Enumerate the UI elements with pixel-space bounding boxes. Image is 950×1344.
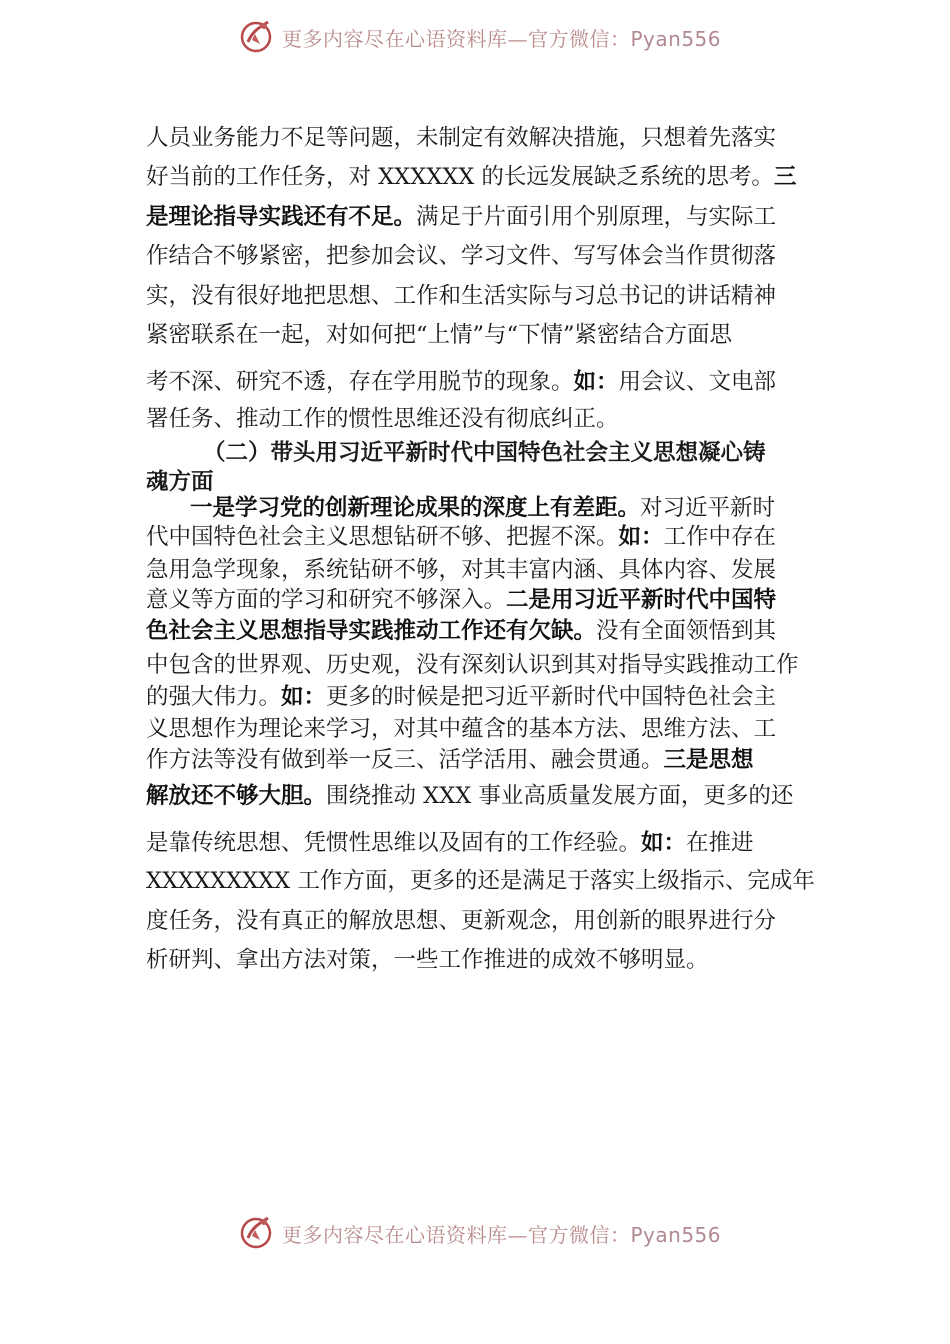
text-line [146, 324, 732, 347]
text-run: 好当前的工作任务，对 XXXXXX 的长远发展缺乏系统的思考。 [146, 164, 774, 190]
text-line [146, 526, 776, 549]
section-heading-cont [146, 471, 214, 494]
text-line [146, 559, 776, 582]
text-line [146, 910, 776, 933]
text-line [146, 785, 793, 808]
bold-run: 如： [573, 369, 619, 395]
text-line [146, 749, 754, 772]
watermark-dash: — [507, 27, 528, 51]
bold-run: 色社会主义思想指导实践推动工作还有欠缺。 [146, 618, 597, 644]
text-line [146, 127, 776, 150]
text-line [146, 718, 776, 741]
text-run: 紧密联系在一起，对如何把“上情”与“下情”紧密结合方面思 [146, 322, 733, 348]
watermark-text [282, 1219, 721, 1248]
watermark-site: 更多内容尽在心语资料库 [282, 1223, 508, 1247]
text-run: 在推进 [686, 830, 754, 856]
watermark-wechat-id: Pyan556 [630, 27, 722, 51]
header-watermark [0, 14, 950, 58]
text-line [146, 686, 776, 709]
section-heading [203, 442, 766, 465]
text-line [146, 371, 776, 394]
bold-run: 解放还不够大胆。 [146, 783, 327, 809]
text-run: 作结合不够紧密，把参加会议、学习文件、写写体会当作贯彻落 [146, 243, 777, 269]
text-run: 作方法等没有做到举一反三、活学活用、融会贯通。 [146, 747, 664, 773]
bold-run: 如： [618, 524, 664, 550]
bold-run: 是理论指导实践还有不足。 [146, 204, 417, 230]
text-run: 的强大伟力。 [146, 684, 282, 710]
text-run: 析研判、拿出方法对策，一些工作推进的成效不够明显。 [146, 947, 709, 973]
bold-run: 三 [773, 164, 797, 190]
text-line [146, 206, 776, 229]
text-run: 是靠传统思想、凭惯性思维以及固有的工作经验。 [146, 830, 642, 856]
text-line [146, 245, 776, 268]
watermark-label: 官方微信： [528, 27, 631, 51]
text-run: 更多的时候是把习近平新时代中国特色社会主 [326, 684, 777, 710]
text-run: 急用急学现象，系统钻研不够，对其丰富内涵、具体内容、发展 [146, 557, 777, 583]
bold-run: 一是学习党的创新理论成果的深度上有差距。 [190, 495, 641, 521]
heading-run: （二）带头用习近平新时代中国特色社会主义思想凝心铸 [203, 440, 766, 466]
text-line [146, 285, 776, 308]
text-run: 人员业务能力不足等问题，未制定有效解决措施，只想着先落实 [146, 125, 777, 151]
text-run: 用会议、文电部 [618, 369, 777, 395]
text-run: 代中国特色社会主义思想钻研不够、把握不深。 [146, 524, 619, 550]
text-line [146, 870, 815, 893]
watermark-wechat-id: Pyan556 [630, 1223, 722, 1247]
text-run: 对习近平新时 [640, 495, 776, 521]
text-line [146, 654, 799, 677]
text-line [146, 589, 776, 612]
text-run: 度任务，没有真正的解放思想、更新观念，用创新的眼界进行分 [146, 908, 777, 934]
bold-run: 如： [281, 684, 327, 710]
text-run: 意义等方面的学习和研究不够深入。 [146, 587, 507, 613]
text-run: 中包含的世界观、历史观，没有深刻认识到其对指导实践推动工作 [146, 652, 799, 678]
footer-watermark [0, 1210, 950, 1254]
text-run: XXXXXXXXX 工作方面，更多的还是满足于落实上级指示、完成年 [146, 868, 815, 894]
text-run: 实，没有很好地把思想、工作和生活实际与习总书记的讲话精神 [146, 283, 777, 309]
text-run: 义思想作为理论来学习，对其中蕴含的基本方法、思维方法、工 [146, 716, 777, 742]
text-line [146, 620, 776, 643]
watermark-label: 官方微信： [528, 1223, 631, 1247]
brand-logo-icon [238, 18, 274, 54]
text-line [146, 832, 754, 855]
text-run: 署任务、推动工作的惯性思维还没有彻底纠正。 [146, 406, 619, 432]
text-run: 工作中存在 [663, 524, 777, 550]
text-line [190, 497, 775, 520]
text-run: 满足于片面引用个别原理，与实际工 [416, 204, 777, 230]
bold-run: 二是用习近平新时代中国特 [506, 587, 777, 613]
watermark-text [282, 23, 721, 52]
text-line [146, 408, 619, 431]
heading-run: 魂方面 [146, 469, 214, 495]
brand-logo-icon [238, 1214, 274, 1250]
watermark-site: 更多内容尽在心语资料库 [282, 27, 508, 51]
text-line [146, 949, 709, 972]
watermark-dash: — [507, 1223, 528, 1247]
text-run: 围绕推动 XXX 事业高质量发展方面，更多的还 [326, 783, 794, 809]
bold-run: 三是思想 [663, 747, 754, 773]
text-run: 没有全面领悟到其 [596, 618, 777, 644]
bold-run: 如： [641, 830, 687, 856]
text-line [146, 166, 796, 189]
text-run: 考不深、研究不透，存在学用脱节的现象。 [146, 369, 574, 395]
